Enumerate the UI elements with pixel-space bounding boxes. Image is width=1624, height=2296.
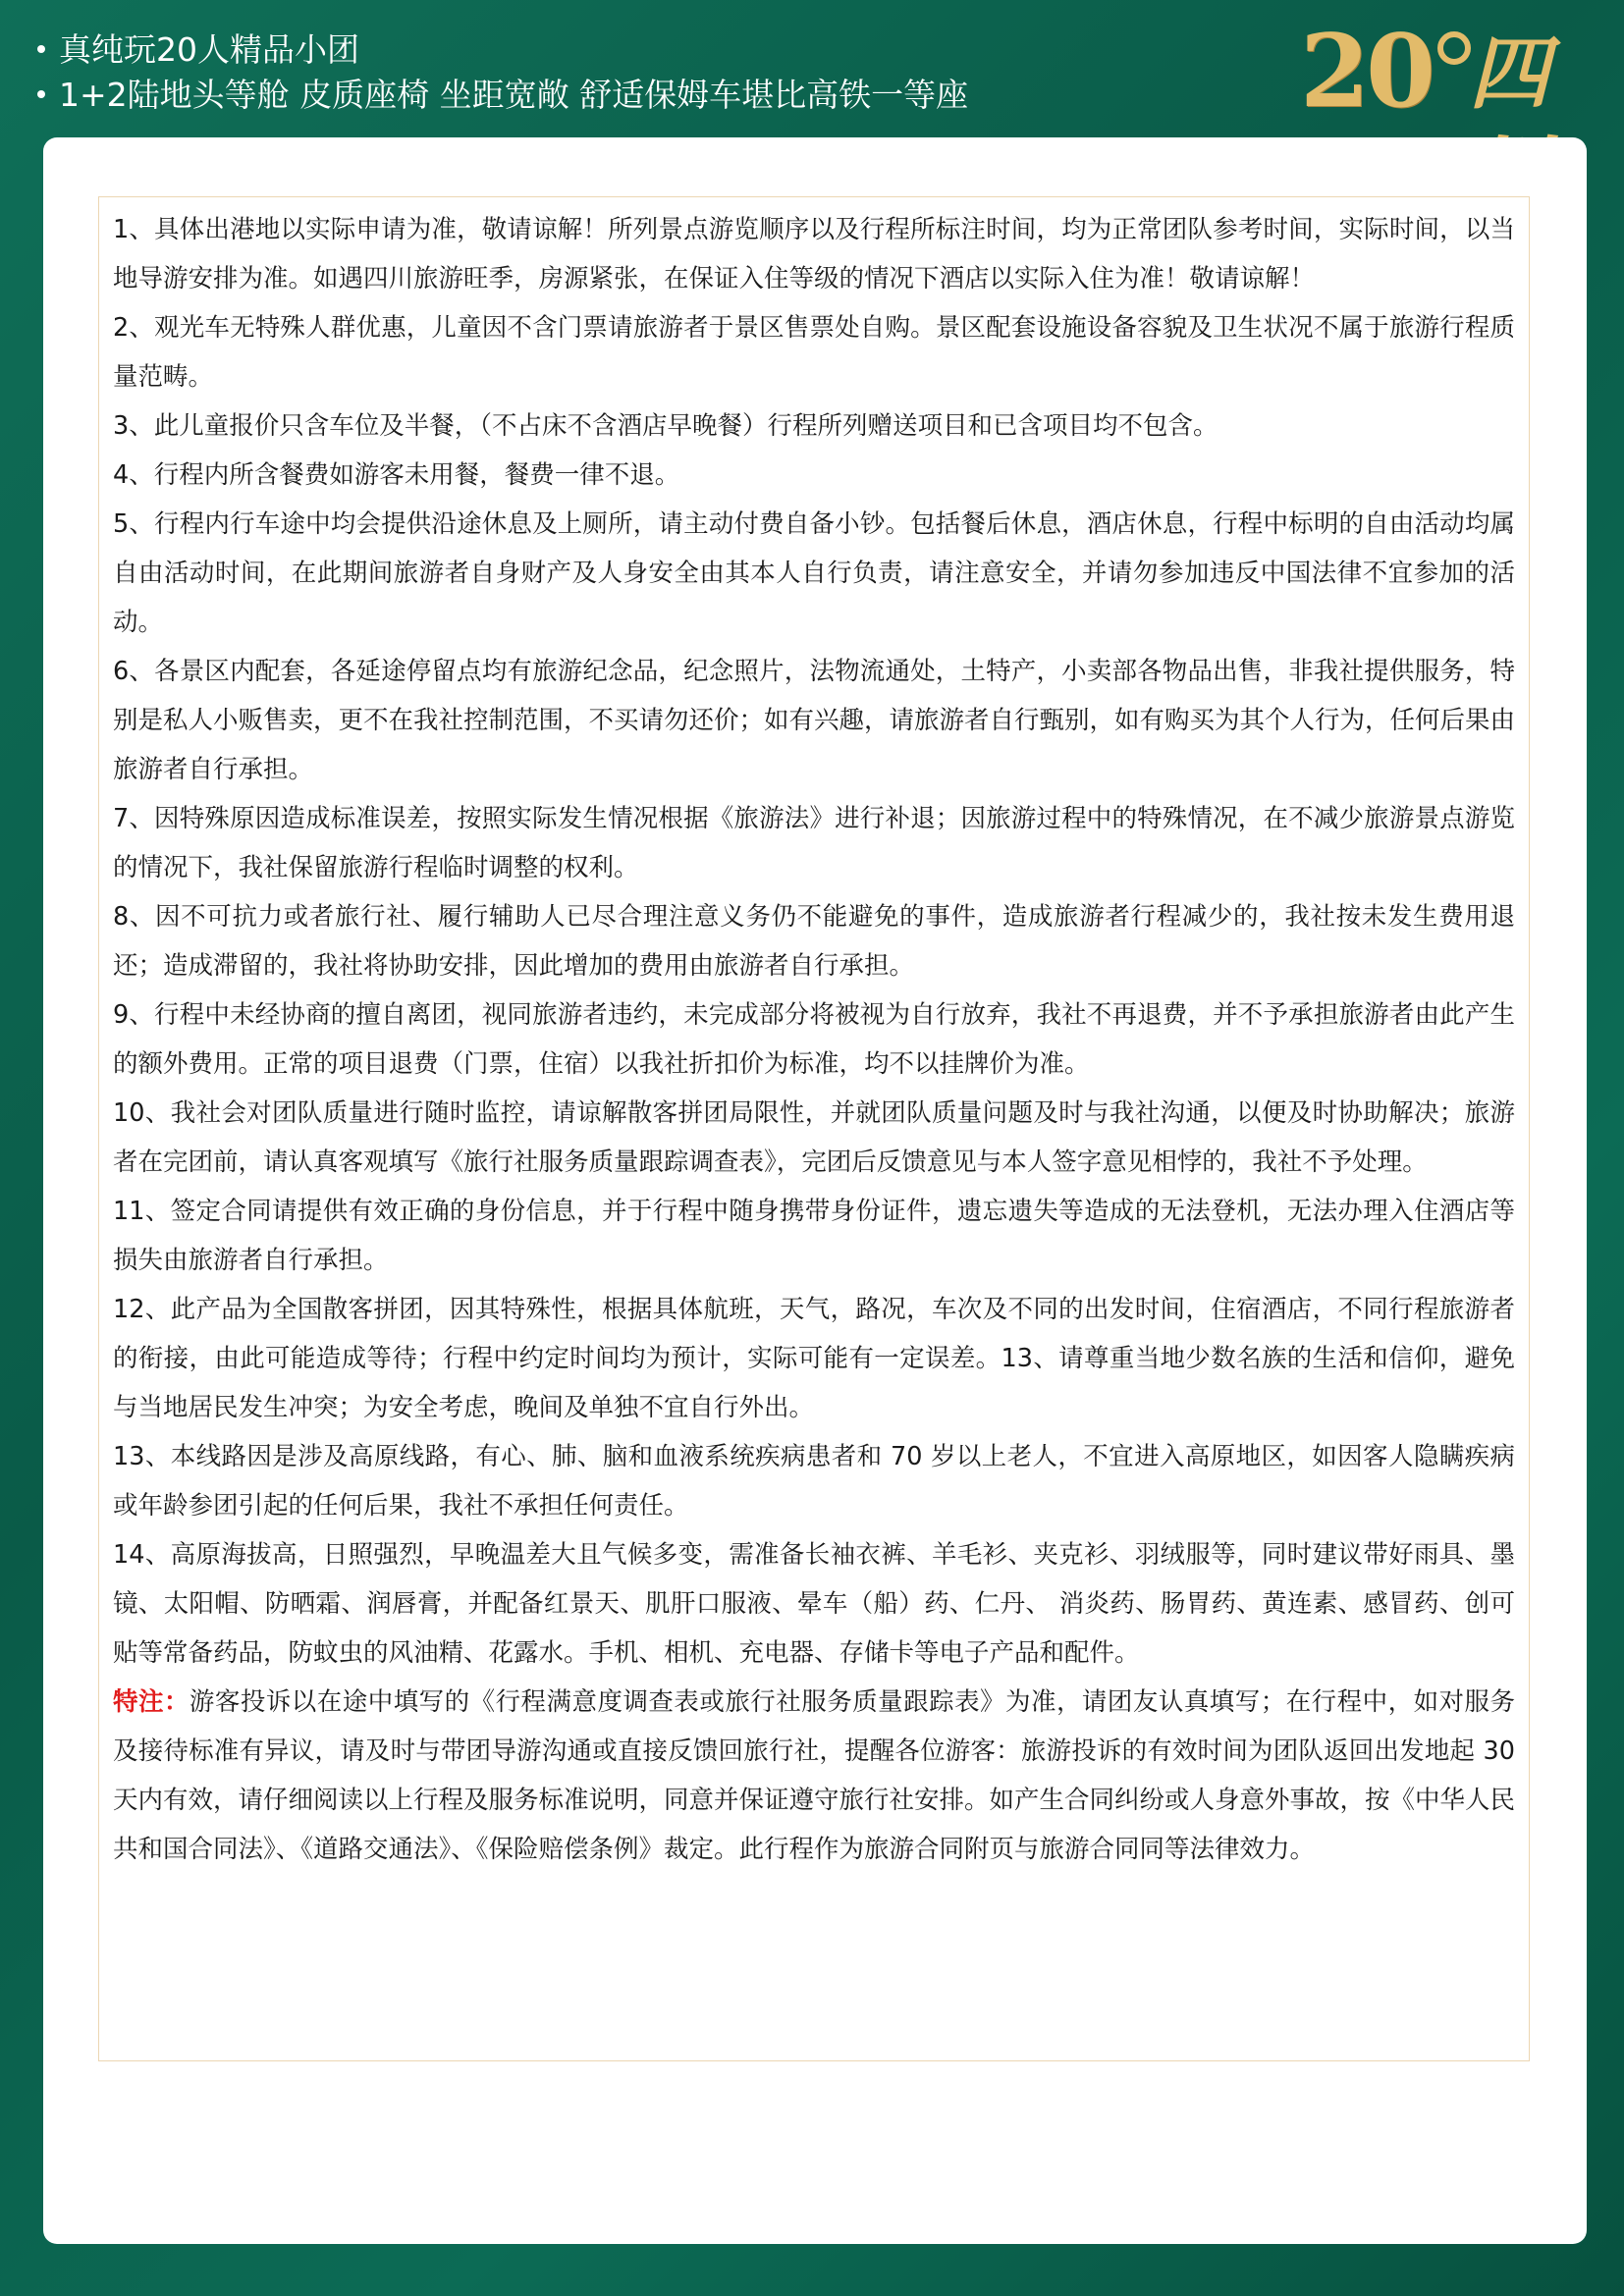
- note-item: 12、此产品为全国散客拼团，因其特殊性，根据具体航班，天气，路况，车次及不同的出发时间，住宿酒店，不同行程旅游者的衔接，由此可能造成等待；行程中约定时间均为预计，实际可能有一定误差。13、请尊重当地少数名族的生活和信仰，避免与当地居民发生冲突；为安全考虑，晚间及单独不宜自行外出。: [113, 1295, 1515, 1422]
- note-item: 11、签定合同请提供有效正确的身份信息，并于行程中随身携带身份证件，遗忘遗失等造成的无法登机，无法办理入住酒店等损失由旅游者自行承担。: [113, 1197, 1515, 1275]
- special-note-text: 游客投诉以在途中填写的《行程满意度调查表或旅行社服务质量跟踪表》为准，请团友认真填写；在行程中，如对服务及接待标准有异议，请及时与带团导游沟通或直接反馈回旅行社，提醒各位游客：旅游投诉的有效时间为团队返回出发地起 30 天内有效，请仔细阅读以上行程及服务标准说明，同意并保证遵守旅行社安排。如产生合同纠纷或人身意外事故，按《中华人民共和国合同法》、《道路交通法》、《保险赔偿条例》裁定。此行程作为旅游合同附页与旅游合同同等法律效力。: [113, 1687, 1516, 1864]
- feature-bullet-text: 1+2陆地头等舱 皮质座椅 坐距宽敞 舒适保姆车堪比高铁一等座: [59, 76, 969, 114]
- special-note: [113, 1678, 1515, 1874]
- bullet-dot-icon: [37, 90, 45, 98]
- note-item: 6、各景区内配套，各延途停留点均有旅游纪念品，纪念照片，法物流通处，土特产，小卖部各物品出售，非我社提供服务，特别是私人小贩售卖，更不在我社控制范围，不买请勿还价；如有兴趣，请旅游者自行甄别，如有购买为其个人行为，任何后果由旅游者自行承担。: [113, 657, 1516, 784]
- feature-bullet: [37, 27, 968, 73]
- degree-icon: [1437, 31, 1471, 65]
- feature-bullets: [37, 27, 968, 118]
- brand-logo: [1300, 13, 1595, 131]
- note-item: 5、行程内行车途中均会提供沿途休息及上厕所，请主动付费自备小钞。包括餐后休息，酒店休息，行程中标明的自由活动均属自由活动时间，在此期间旅游者自身财产及人身安全由其本人自行负责，请注意安全，并请勿参加违反中国法律不宜参加的活动。: [113, 509, 1515, 637]
- note-item: 14、高原海拔高，日照强烈，早晚温差大且气候多变，需准备长袖衣裤、羊毛衫、夹克衫、羽绒服等，同时建议带好雨具、墨镜、太阳帽、防晒霜、润唇膏，并配备红景天、肌肝口服液、晕车（船）药、仁丹、 消炎药、肠胃药、黄连素、感冒药、创可贴等常备药品，防蚊虫的风油精、花露水。手机、相机、充电器、存储卡等电子产品和配件。: [113, 1540, 1515, 1668]
- feature-bullet: [37, 73, 968, 118]
- note-item: 13、本线路因是涉及高原线路，有心、肺、脑和血液系统疾病患者和 70 岁以上老人，不宜进入高原地区，如因客人隐瞒疾病或年龄参团引起的任何后果，我社不承担任何责任。: [113, 1442, 1515, 1521]
- bullet-dot-icon: [37, 45, 45, 53]
- notes-box: [98, 196, 1530, 2061]
- note-item: 7、因特殊原因造成标准误差，按照实际发生情况根据《旅游法》进行补退；因旅游过程中的特殊情况，在不减少旅游景点游览的情况下，我社保留旅游行程临时调整的权利。: [113, 804, 1515, 882]
- note-item: 3、此儿童报价只含车位及半餐，（不占床不含酒店早晚餐）行程所列赠送项目和已含项目均不包含。: [113, 411, 1218, 441]
- note-item: 10、我社会对团队质量进行随时监控，请谅解散客拼团局限性，并就团队质量问题及时与我社沟通，以便及时协助解决；旅游者在完团前，请认真客观填写《旅行社服务质量跟踪调查表》，完团后反馈意见与本人签字意见相悖的，我社不予处理。: [113, 1098, 1515, 1177]
- content-card: [43, 137, 1587, 2244]
- note-item: 2、观光车无特殊人群优惠，儿童因不含门票请旅游者于景区售票处自购。景区配套设施设备容貌及卫生状况不属于旅游行程质量范畴。: [113, 313, 1515, 392]
- logo-number: 20: [1300, 13, 1432, 131]
- logo-text: 四: [1469, 27, 1549, 121]
- page-header: [0, 0, 1624, 137]
- note-item: 1、具体出港地以实际申请为准，敬请谅解！所列景点游览顺序以及行程所标注时间，均为正常团队参考时间，实际时间，以当地导游安排为准。如遇四川旅游旺季，房源紧张，在保证入住等级的情况下酒店以实际入住为准！敬请谅解！: [113, 215, 1515, 294]
- note-item: 9、行程中未经协商的擅自离团，视同旅游者违约，未完成部分将被视为自行放弃，我社不再退费，并不予承担旅游者由此产生的额外费用。正常的项目退费（门票，住宿）以我社折扣价为标准，均不以挂牌价为准。: [113, 1000, 1515, 1079]
- note-item: 4、行程内所含餐费如游客未用餐，餐费一律不退。: [113, 460, 680, 490]
- note-item: 8、因不可抗力或者旅行社、履行辅助人已尽合理注意义务仍不能避免的事件，造成旅游者行程减少的，我社按未发生费用退还；造成滞留的，我社将协助安排，因此增加的费用由旅游者自行承担。: [113, 902, 1515, 981]
- special-note-label: 特注：: [113, 1687, 189, 1717]
- feature-bullet-text: 真纯玩20人精品小团: [59, 30, 359, 69]
